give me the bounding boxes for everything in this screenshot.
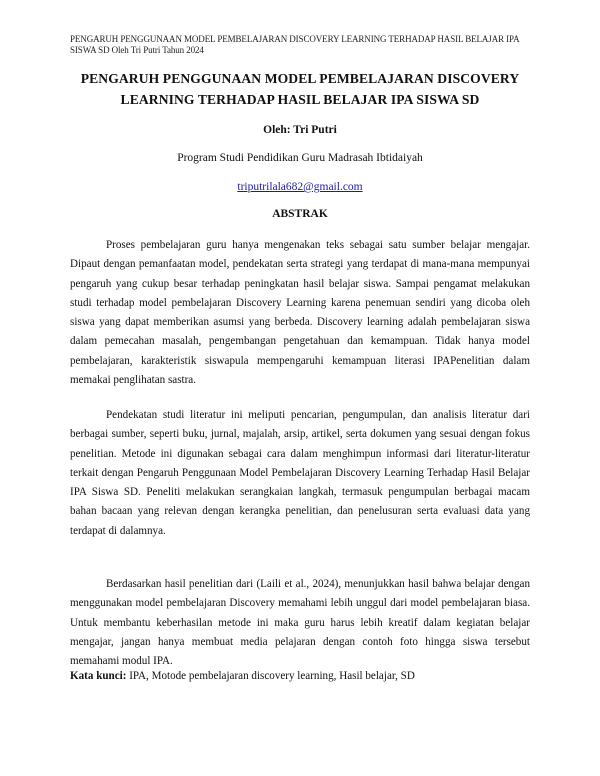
keywords-value: IPA, Motode pembelajaran discovery learning, Hasil belajar, SD <box>129 670 415 682</box>
abstract-paragraph-1: Proses pembelajaran guru hanya mengenakan teks sebagai satu sumber belajar mengajar. Dipaut dengan pemanfaatan model, pendekatan serta strategi yang terdapat di mana-mana mempunyai pengaruh yang cukup besar terhadap peningkatan hasil belajar siswa. Sampai pengamat melakukan studi terhadap model pembelajaran Discovery Learning karena penemuan sendiri yang dicoba oleh siswa yang dapat memberikan asumsi yang berbeda. Discovery learning adalah pembelajaran siswa dalam pemecahan masalah, pengembangan pengetahuan dan kemampuan. Tidak hanya model pembelajaran, karakteristik siswapula mempengaruhi kemampuan literasi IPAPenelitian dalam memakai penglihatan sastra. <box>70 239 530 387</box>
abstract-paragraph-2: Pendekatan studi literatur ini meliputi pencarian, pengumpulan, dan analisis literatur dari berbagai sumber, seperti buku, jurnal, majalah, arsip, artikel, serta dokumen yang sesuai dengan fokus penelitian. Metode ini digunakan sebagai cara dalam menghimpun informasi dari literatur-literatur terkait dengan Pengaruh Penggunaan Model Pembelajaran Discovery Learning Terhadap Hasil Belajar IPA Siswa SD. Peneliti melakukan serangkaian langkah, termasuk pengumpulan berbagai macam bahan bacaan yang relevan dengan kerangka penelitian, dan penelusuran serta evaluasi data yang terdapat di dalamnya. <box>70 409 530 537</box>
keywords <box>70 667 530 686</box>
affiliation: Program Studi Pendidikan Guru Madrasah Ibtidaiyah <box>177 152 423 164</box>
author-line: Oleh: Tri Putri <box>263 124 337 136</box>
paper-title: PENGARUH PENGGUNAAN MODEL PEMBELAJARAN DISCOVERY LEARNING TERHADAP HASIL BELAJAR IPA SISWA SD <box>80 71 520 107</box>
email-line <box>70 181 530 193</box>
abstract-paragraph-3: Berdasarkan hasil penelitian dari (Laili et al., 2024), menunjukkan hasil bahwa belajar dengan menggunakan model pembelajaran Discovery memahami lebih unggul dari model pembelajaran biasa. Untuk membantu keberhasilan metode ini maka guru harus lebih kreatif dalam kegiatan belajar mengajar, jangan hanya membuat media pelajaran dengan contoh foto hingga siswa tersebut memahami modul IPA. <box>70 578 530 668</box>
abstract-heading: ABSTRAK <box>272 208 328 220</box>
email-link[interactable]: triputrilala682@gmail.com <box>237 181 363 193</box>
keywords-label: Kata kunci: <box>70 670 127 682</box>
running-header: PENGARUH PENGGUNAAN MODEL PEMBELAJARAN DISCOVERY LEARNING TERHADAP HASIL BELAJAR IPA SISWA SD Oleh Tri Putri Tahun 2024 <box>70 34 520 55</box>
